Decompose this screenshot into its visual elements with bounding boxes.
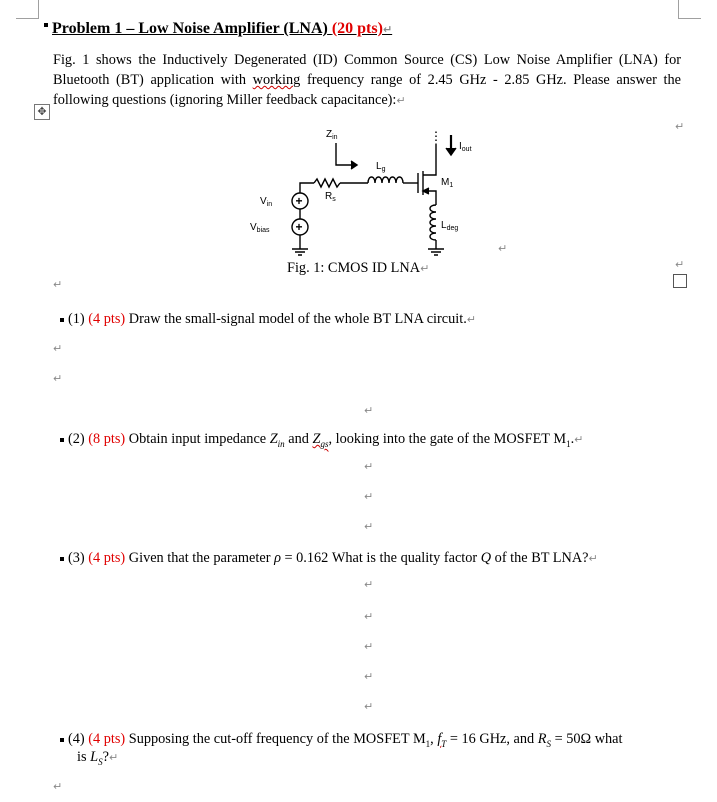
- paragraph-mark: ↵: [675, 120, 685, 133]
- ground-right: [428, 249, 444, 255]
- vin-plus: +: [295, 194, 303, 208]
- paragraph-mark: ↵: [498, 242, 508, 255]
- paragraph-mark: ↵: [675, 258, 685, 271]
- lg-inductor: [368, 177, 403, 183]
- question-3-points: (4 pts): [88, 550, 126, 566]
- move-anchor-icon[interactable]: ✥: [34, 104, 50, 120]
- label-iout: $I_{out}$: [459, 141, 472, 153]
- question-bullet: [60, 557, 64, 561]
- ldeg-inductor: [430, 205, 436, 240]
- question-1-points: (4 pts): [88, 311, 126, 327]
- label-zin: $Z_{in}$: [326, 129, 338, 141]
- label-rs: $R_s$: [325, 191, 336, 203]
- label-vin: $V_{in}$: [260, 196, 273, 208]
- label-lg: $L_g$: [376, 161, 386, 173]
- rs-resistor: [314, 179, 340, 187]
- question-bullet: [60, 438, 64, 442]
- paragraph-mark: ↵: [396, 94, 406, 107]
- paragraph-mark: ↵: [364, 578, 374, 591]
- label-ldeg: $L_{deg}$: [441, 220, 459, 232]
- question-3: (3) (4 pts) Given that the parameter ρ = 0.162 What is the quality factor Q of the BT LNA?↵: [60, 550, 598, 567]
- figure-caption: Fig. 1: CMOS ID LNA↵: [287, 260, 430, 276]
- problem-title-text: Problem 1 – Low Noise Amplifier (LNA): [52, 20, 328, 37]
- ground-left: [292, 249, 308, 255]
- paragraph-mark: ↵: [364, 640, 374, 653]
- paragraph-mark: ↵: [53, 372, 63, 385]
- paragraph-mark: ↵: [382, 23, 393, 36]
- intro-text-1: Fig. 1 shows the Inductively Degenerated (ID) Common Source (CS) Low Noise Amplifier (LNA) for Bluetooth (BT) application with: [53, 52, 681, 88]
- paragraph-mark: ↵: [53, 780, 63, 793]
- paragraph-mark: ↵: [53, 342, 63, 355]
- question-1-text: Draw the small-signal model of the whole BT LNA circuit.: [128, 311, 467, 327]
- question-bullet: [60, 318, 64, 322]
- label-m1: $M_1$: [441, 177, 454, 189]
- paragraph-mark: ↵: [364, 460, 374, 473]
- paragraph-mark: ↵: [364, 610, 374, 623]
- zin-arrowhead: [351, 161, 357, 169]
- paragraph-mark: ↵: [364, 490, 374, 503]
- vbias-plus: +: [295, 220, 303, 234]
- crop-mark-top-right: [678, 0, 701, 19]
- paragraph-mark: ↵: [364, 670, 374, 683]
- question-2: (2) (8 pts) Obtain input impedance $Z_{in}$ and $Z_{gs}$, looking into the gate of the MOSFET $M_1.↵$: [60, 431, 583, 449]
- question-4-points: (4 pts): [88, 731, 126, 747]
- problem-title: [53, 20, 392, 38]
- layout-box: [673, 274, 687, 288]
- intro-text-2: frequency range of 2.45 GHz - 2.85 GHz. Please answer the following questions (ignoring Miller feedback capacitance):: [53, 72, 681, 108]
- question-bullet: [60, 738, 64, 742]
- paragraph-mark: ↵: [364, 404, 374, 417]
- paragraph-mark: ↵: [53, 278, 63, 291]
- intro-working-word: working: [252, 72, 301, 88]
- question-4: (4) (4 pts) Supposing the cut-off frequency of the MOSFET $M_1$, $f_T = 16$ GHz, and $R_S = 50\Omega$ what: [60, 731, 623, 749]
- question-2-points: (8 pts): [88, 431, 126, 447]
- question-1: (1) (4 pts) Draw the small-signal model of the whole BT LNA circuit.↵: [60, 311, 476, 328]
- problem-points: (20 pts): [331, 20, 383, 37]
- label-vbias: $V_{bias}$: [250, 222, 270, 234]
- intro-paragraph: [53, 50, 681, 111]
- crop-mark-top-left: [16, 0, 39, 19]
- paragraph-mark: ↵: [364, 700, 374, 713]
- title-bullet: [44, 23, 48, 27]
- paragraph-mark: ↵: [364, 520, 374, 533]
- lna-circuit-figure: [230, 125, 520, 260]
- question-4-line-2: is $L_S?↵$: [77, 749, 119, 767]
